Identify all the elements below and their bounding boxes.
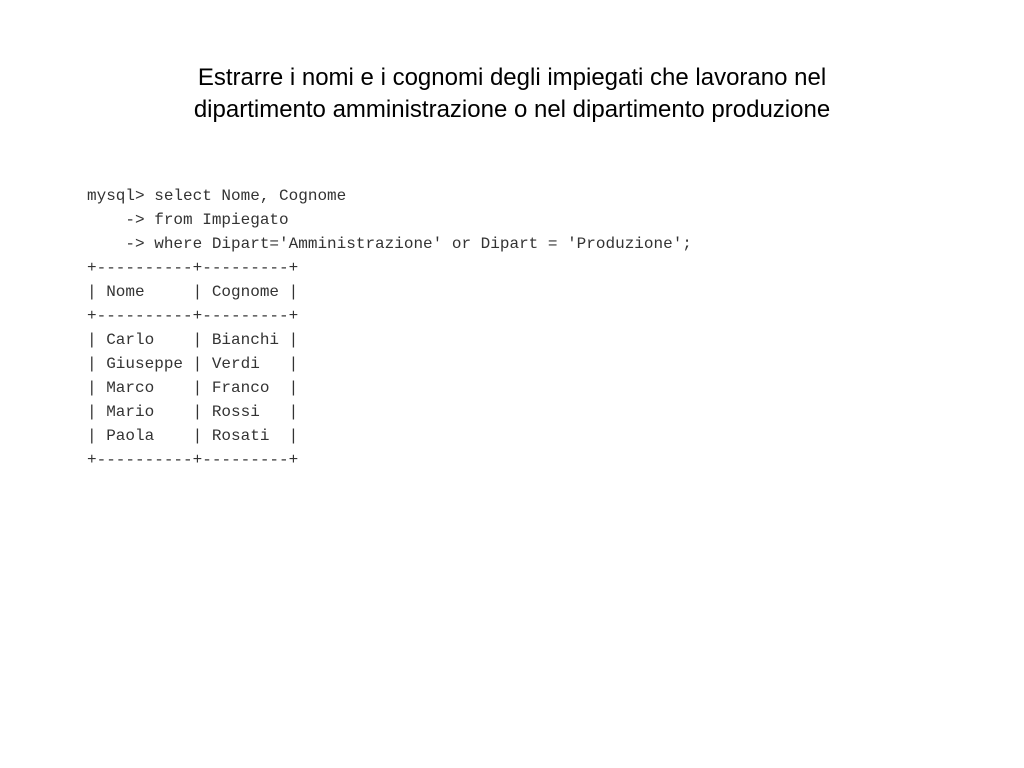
slide-title [0, 62, 1024, 126]
slide-title-line-2: dipartimento amministrazione o nel dipartimento produzione [193, 96, 831, 123]
table-row: | Giuseppe | Verdi | [87, 355, 299, 373]
table-row: | Mario | Rossi | [87, 403, 299, 421]
mysql-session [87, 184, 692, 472]
table-row: | Carlo | Bianchi | [87, 331, 299, 349]
table-row: | Marco | Franco | [87, 379, 299, 397]
query-line-3: -> where Dipart='Amministrazione' or Dipart = 'Produzione'; [87, 235, 692, 253]
query-line-1: mysql> select Nome, Cognome [87, 187, 347, 205]
slide-title-line-1: Estrarre i nomi e i cognomi degli impiegati che lavorano nel [197, 64, 827, 91]
table-header-row: | Nome | Cognome | [87, 283, 299, 301]
table-row: | Paola | Rosati | [87, 427, 299, 445]
table-border-bottom: +----------+---------+ [87, 451, 299, 469]
table-border-header: +----------+---------+ [87, 307, 299, 325]
table-border-top: +----------+---------+ [87, 259, 299, 277]
query-line-2: -> from Impiegato [87, 211, 289, 229]
